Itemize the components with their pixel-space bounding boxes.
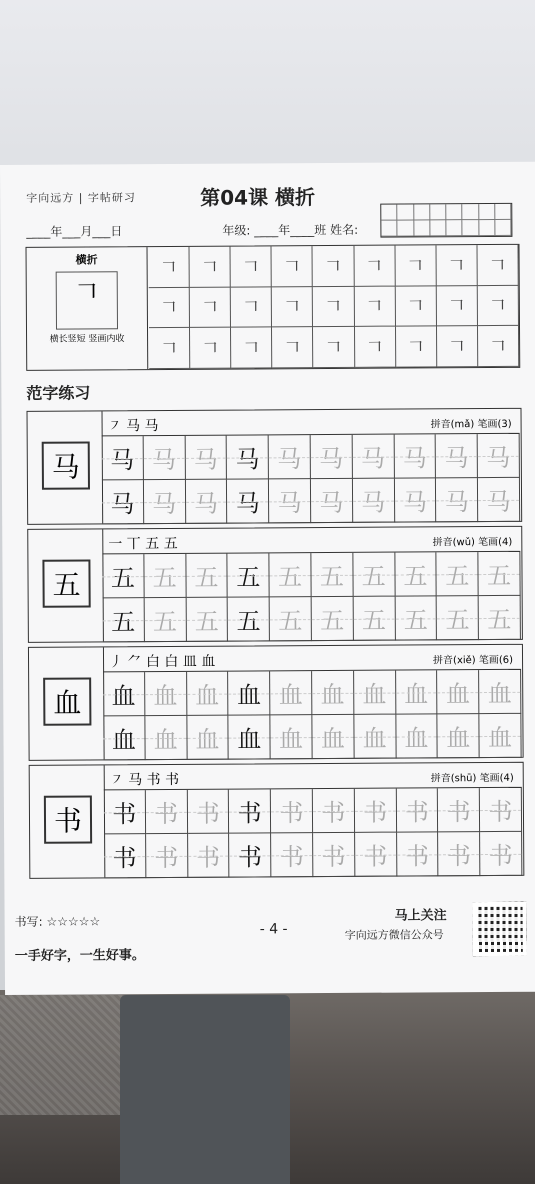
practice-cell: 血	[396, 670, 438, 714]
stroke-cell: 𠃍	[437, 326, 478, 367]
model-char: 书	[44, 795, 92, 843]
practice-cell: 血	[103, 716, 145, 760]
grade-name-line: 年级: ____年____班 姓名:	[222, 222, 359, 238]
stroke-cell: 𠃍	[436, 245, 477, 286]
practice-cell: 书	[397, 832, 439, 876]
practice-cell: 五	[353, 553, 395, 597]
model-char-panel	[28, 411, 104, 523]
date-line: ____年___月___日	[26, 224, 123, 239]
stroke-cell: 𠃍	[354, 286, 395, 327]
practice-cell: 马	[478, 478, 520, 522]
stroke-demo-grid	[56, 271, 118, 329]
practice-cell: 书	[271, 789, 313, 833]
worksheet-page	[0, 162, 535, 995]
practice-cell: 血	[354, 715, 396, 759]
stroke-cell: 𠃍	[149, 247, 190, 288]
practice-cell: 马	[227, 479, 269, 523]
stroke-practice-box	[26, 244, 521, 371]
stroke-order: 一 丅 五 五	[108, 535, 178, 553]
stroke-count: 笔画(6)	[478, 654, 514, 667]
gray-bucket	[120, 995, 290, 1184]
char-info	[108, 527, 518, 554]
practice-cell: 马	[353, 479, 395, 523]
lesson-title: 第04课 横折	[200, 185, 316, 210]
pinyin-strokes	[431, 769, 514, 785]
motto: 一手好字，一生好事。	[14, 948, 145, 964]
stroke-cell: 𠃍	[272, 287, 313, 328]
stroke-cell: 𠃍	[313, 286, 354, 327]
practice-cell: 血	[103, 672, 145, 716]
stroke-order: ㇇ 马 书 书	[109, 771, 180, 789]
follow-subtitle: 字向远方微信公众号	[344, 928, 444, 942]
practice-cell: 血	[187, 716, 229, 760]
worksheet-logo: 字向远方 | 字帖研习	[26, 191, 136, 205]
character-block	[27, 526, 523, 643]
practice-cell: 马	[436, 478, 478, 522]
practice-cell: 书	[229, 789, 271, 833]
stroke-cell: 𠃍	[149, 328, 190, 369]
practice-grid	[102, 551, 521, 643]
practice-cell: 血	[229, 715, 271, 759]
qr-code-icon[interactable]	[473, 902, 527, 956]
model-char-panel	[28, 529, 104, 641]
follow-label: 马上关注	[394, 908, 447, 924]
practice-cell: 书	[313, 789, 355, 833]
practice-cell: 书	[313, 833, 355, 877]
pinyin-strokes	[431, 415, 512, 430]
model-char-panel	[30, 765, 106, 877]
practice-cell: 五	[437, 552, 479, 596]
stroke-cell: 𠃍	[437, 286, 478, 327]
pinyin-strokes	[433, 651, 513, 666]
stroke-cell: 𠃍	[395, 286, 436, 327]
stroke-cell: 𠃍	[478, 285, 519, 326]
stroke-grid	[149, 245, 520, 369]
name-boxes	[380, 203, 512, 238]
practice-cell: 血	[145, 672, 187, 716]
practice-cell: 马	[143, 436, 185, 480]
practice-cell: 书	[146, 834, 188, 878]
practice-cell: 马	[352, 435, 394, 479]
practice-cell: 血	[312, 671, 354, 715]
stroke-cell: 𠃍	[231, 246, 272, 287]
practice-cell: 五	[395, 596, 437, 640]
practice-cell: 五	[437, 596, 479, 640]
stroke-cell: 𠃍	[396, 327, 437, 368]
practice-cell: 马	[227, 435, 269, 479]
stroke-cell: 𠃍	[190, 328, 231, 369]
practice-cell: 五	[228, 597, 270, 641]
stroke-cell: 𠃍	[190, 247, 231, 288]
stroke-cell: 𠃍	[231, 328, 272, 369]
practice-cell: 书	[187, 790, 229, 834]
practice-cell: 书	[146, 790, 188, 834]
practice-cell: 书	[396, 788, 438, 832]
stroke-hint: 横长竖短 竖画内收	[49, 334, 125, 345]
practice-cell: 书	[480, 832, 522, 876]
stroke-cell: 𠃍	[231, 287, 272, 328]
stroke-cell: 𠃍	[272, 246, 313, 287]
practice-cell: 书	[480, 788, 522, 832]
practice-cell: 五	[144, 554, 186, 598]
practice-cell: 书	[104, 834, 146, 878]
practice-cell: 血	[438, 714, 480, 758]
practice-cell: 马	[394, 434, 436, 478]
practice-cell: 血	[187, 672, 229, 716]
char-info	[108, 409, 518, 436]
practice-cell: 五	[270, 553, 312, 597]
char-info	[109, 645, 519, 672]
char-info	[110, 763, 520, 790]
model-char-panel	[29, 647, 105, 759]
practice-cell: 马	[436, 434, 478, 478]
practice-cell: 马	[186, 480, 228, 524]
stroke-count: 笔画(4)	[479, 772, 514, 785]
practice-cell: 马	[395, 478, 437, 522]
stroke-name: 横折	[75, 253, 98, 267]
practice-cell: 书	[438, 788, 480, 832]
practice-cell: 马	[269, 435, 311, 479]
stroke-cell: 𠃍	[313, 327, 354, 368]
practice-cell: 五	[479, 552, 521, 596]
practice-cell: 血	[480, 714, 522, 758]
practice-cell: 五	[311, 553, 353, 597]
practice-cell: 血	[396, 714, 438, 758]
model-char: 马	[42, 441, 90, 489]
model-char: 五	[42, 559, 90, 607]
pinyin-strokes	[433, 533, 513, 548]
practice-cell: 血	[271, 715, 313, 759]
practice-cell: 书	[271, 833, 313, 877]
stroke-cell: 𠃍	[354, 246, 395, 287]
stroke-cell: 𠃍	[190, 287, 231, 328]
practice-cell: 血	[228, 671, 270, 715]
practice-cell: 血	[354, 671, 396, 715]
practice-cell: 书	[438, 832, 480, 876]
practice-grid	[104, 787, 523, 879]
stroke-cell: 𠃍	[149, 287, 190, 328]
practice-cell: 书	[104, 790, 146, 834]
writing-rating: 书写: ☆☆☆☆☆	[14, 914, 101, 929]
background-top	[0, 0, 535, 175]
practice-grid	[102, 433, 521, 525]
practice-cell: 血	[479, 670, 521, 714]
page-number: - 4 -	[259, 921, 288, 938]
model-char: 血	[43, 677, 91, 725]
practice-cell: 五	[102, 554, 144, 598]
practice-cell: 马	[269, 479, 311, 523]
stroke-label-panel	[27, 247, 149, 370]
pinyin: 拼音(xiě)	[432, 655, 476, 667]
practice-cell: 书	[355, 789, 397, 833]
practice-cell: 五	[353, 597, 395, 641]
practice-cell: 五	[103, 598, 145, 642]
practice-cell: 五	[186, 598, 228, 642]
stroke-cell: 𠃍	[395, 245, 436, 286]
practice-cell: 五	[312, 597, 354, 641]
character-block	[27, 408, 523, 525]
practice-cell: 五	[144, 598, 186, 642]
practice-cell: 马	[102, 436, 144, 480]
character-block	[29, 762, 525, 879]
practice-cell: 血	[270, 671, 312, 715]
practice-cell: 马	[144, 480, 186, 524]
section-title: 范字练习	[26, 383, 91, 403]
pinyin: 拼音(shū)	[430, 773, 477, 785]
stroke-cell: 𠃍	[478, 326, 519, 367]
practice-cell: 五	[479, 596, 521, 640]
practice-grid	[103, 669, 522, 761]
practice-cell: 五	[228, 553, 270, 597]
stroke-order: 丿 ⺈ 白 白 皿 血	[108, 653, 216, 671]
practice-cell: 血	[145, 716, 187, 760]
practice-cell: 五	[270, 597, 312, 641]
stroke-demo-glyph: 𠃍	[73, 278, 100, 309]
stroke-cell: 𠃍	[313, 246, 354, 287]
practice-cell: 马	[478, 434, 520, 478]
practice-cell: 血	[437, 670, 479, 714]
pinyin: 拼音(mǎ)	[430, 419, 475, 431]
practice-cell: 书	[355, 833, 397, 877]
stroke-order: ㇇ 马 马	[107, 418, 159, 435]
practice-cell: 马	[311, 435, 353, 479]
stroke-count: 笔画(4)	[478, 536, 513, 549]
practice-cell: 马	[102, 480, 144, 524]
character-block	[28, 644, 524, 761]
practice-cell: 五	[186, 554, 228, 598]
stroke-count: 笔画(3)	[477, 418, 512, 431]
practice-cell: 血	[312, 715, 354, 759]
practice-cell: 五	[395, 552, 437, 596]
stroke-cell: 𠃍	[477, 245, 518, 286]
stroke-cell: 𠃍	[355, 327, 396, 368]
stroke-cell: 𠃍	[272, 327, 313, 368]
practice-cell: 书	[229, 833, 271, 877]
pinyin: 拼音(wǔ)	[432, 537, 475, 549]
practice-cell: 马	[311, 479, 353, 523]
practice-cell: 马	[185, 436, 227, 480]
practice-cell: 书	[188, 834, 230, 878]
